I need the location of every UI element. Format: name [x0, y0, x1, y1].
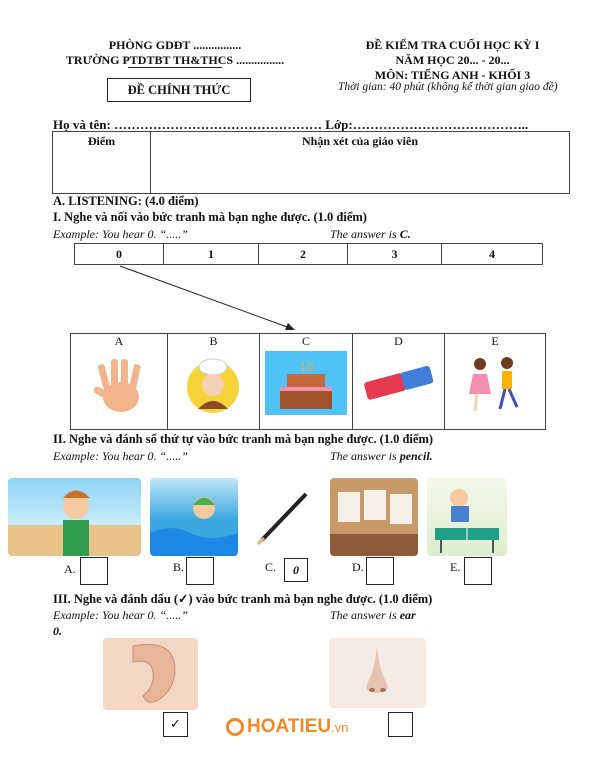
department: PHÒNG GDĐT ................ [108, 38, 242, 52]
part3-zero: 0. [53, 624, 62, 638]
watermark-brand: HOATIEU [247, 716, 332, 737]
letter-label: C [301, 334, 310, 348]
label-b: B. [173, 560, 185, 574]
cake-picture [260, 349, 352, 419]
part3-title: III. Nghe và đánh dấu (✓) vào bức tranh mà bạn nghe được. (1.0 điểm) [53, 592, 433, 606]
number-cell: 2 [259, 244, 348, 265]
subject: MÔN: TIẾNG ANH - KHỐI 3 [374, 68, 531, 82]
boy-waving-picture [8, 478, 141, 556]
part1-title: I. Nghe và nối vào bức tranh mà bạn nghe được. (1.0 điểm) [53, 210, 367, 224]
answer-box-d[interactable] [366, 557, 394, 585]
hand-picture [71, 349, 167, 419]
exam-title: ĐỀ KIỂM TRA CUỐI HỌC KỲ I [365, 38, 540, 52]
part2-answer [330, 449, 433, 464]
label-c: C. [265, 560, 277, 574]
answer-prefix: The answer is [330, 608, 400, 622]
answer-box-c[interactable]: 0 [284, 558, 308, 582]
student-name-line: Họ và tên: ………………………………………… Lớp:………………………………….. [53, 117, 529, 132]
label-d: D. [352, 560, 364, 574]
check-box-nose[interactable] [388, 712, 413, 737]
exam-time: Thời gian: 40 phút (không kể thời gian giao đề) [338, 81, 558, 93]
dancers-picture [445, 349, 545, 419]
part3-example: Example: You hear 0. “.....” [53, 608, 188, 622]
part2-example: Example: You hear 0. “.....” [53, 449, 188, 463]
pencil-picture [250, 478, 320, 556]
watermark-suffix: .vn [331, 719, 349, 735]
number-cell: 4 [442, 244, 543, 265]
number-cell: 3 [348, 244, 442, 265]
watermark-logo [226, 716, 348, 738]
label-e: E. [450, 560, 461, 574]
answer-value: C. [399, 227, 411, 241]
picture-cell-e[interactable] [445, 334, 546, 430]
answer-box-e[interactable] [464, 557, 492, 585]
wheel-icon [226, 718, 244, 736]
eraser-picture [353, 349, 444, 419]
comment-label: Nhận xét của giáo viên [301, 134, 418, 148]
answer-prefix: The answer is [330, 449, 400, 463]
easels-picture [330, 478, 418, 556]
school-year: NĂM HỌC 20... - 20... [395, 53, 510, 67]
letter-label: D [394, 334, 403, 348]
picture-cell-d[interactable] [353, 334, 445, 430]
part2-title: II. Nghe và đánh số thứ tự vào bức tranh mà bạn nghe được. (1.0 điểm) [53, 432, 434, 446]
answer-box-a[interactable] [80, 557, 108, 585]
answer-prefix: The answer is [330, 227, 400, 241]
answer-value: pencil. [399, 449, 433, 463]
letter-label: B [209, 334, 218, 348]
chef-picture [168, 349, 259, 419]
table-tennis-picture [427, 478, 507, 556]
nose-picture [329, 638, 426, 708]
part3-answer [330, 608, 416, 623]
letter-label: A [114, 334, 124, 348]
swimming-picture [150, 478, 238, 556]
school: TRƯỜNG PTDTBT TH&THCS ................ [65, 53, 285, 67]
official-badge: ĐỀ CHÍNH THỨC [107, 78, 251, 102]
picture-cell-a[interactable] [71, 334, 168, 430]
number-cell: 1 [164, 244, 259, 265]
picture-cell-c[interactable] [260, 334, 353, 430]
ear-picture [103, 638, 198, 710]
answer-value: ear [399, 608, 416, 622]
letter-label: E [491, 334, 499, 348]
number-cell: 0 [75, 244, 164, 265]
check-box-ear[interactable]: ✓ [163, 712, 188, 737]
answer-box-b[interactable] [186, 557, 214, 585]
svg-text:10: 10 [300, 360, 314, 374]
section-a-title: A. LISTENING: (4.0 điểm) [53, 194, 199, 208]
picture-cell-b[interactable] [168, 334, 260, 430]
score-label: Điểm [87, 134, 116, 148]
picture-table [70, 333, 546, 430]
label-a: A. [64, 562, 76, 576]
part1-example: Example: You hear 0. “.....” [53, 227, 188, 241]
